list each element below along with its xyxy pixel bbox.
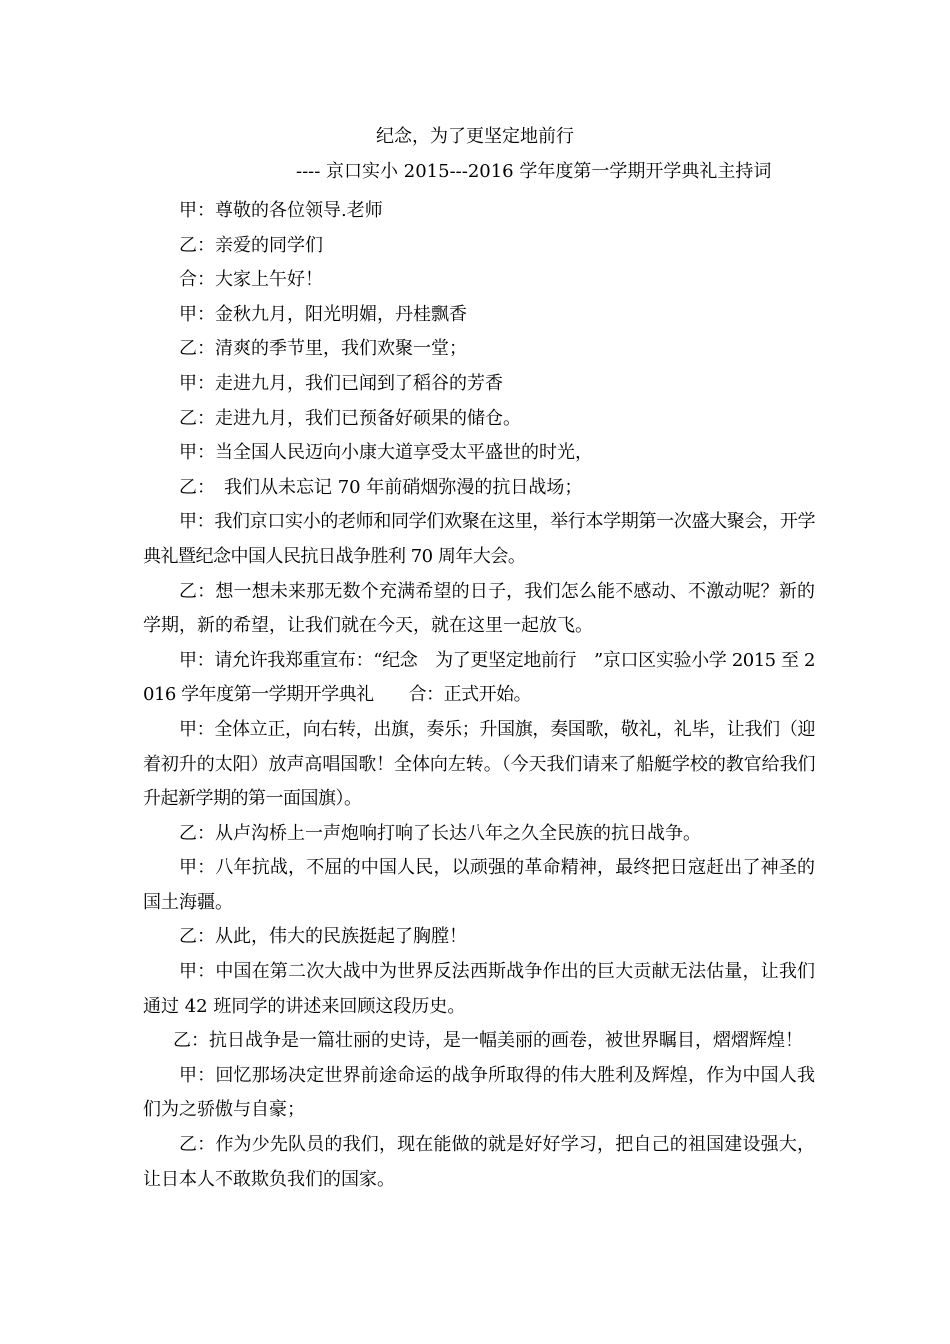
paragraph: 乙：抗日战争是一篇壮丽的史诗，是一幅美丽的画卷，被世界瞩目，熠熠辉煌！ <box>173 1030 803 1052</box>
document-body <box>143 194 815 1197</box>
paragraph: 甲：我们京口实小的老师和同学们欢聚在这里，举行本学期第一次盛大聚会，开学典礼暨纪念中国人民抗日战争胜利 70 周年大会。 <box>143 511 815 567</box>
paragraph: 甲：回忆那场决定世界前途命运的战争所取得的伟大胜利及辉煌，作为中国人我们为之骄傲与自豪； <box>143 1064 815 1121</box>
paragraph: 甲：金秋九月，阳光明媚，丹桂飘香 <box>179 303 467 325</box>
paragraph: 甲：当全国人民迈向小康大道享受太平盛世的时光， <box>179 442 593 464</box>
paragraph: 乙：作为少先队员的我们，现在能做的就是好好学习，把自己的祖国建设强大，让日本人不敢欺负我们的国家。 <box>143 1134 815 1190</box>
paragraph: 甲：走进九月，我们已闻到了稻谷的芳香 <box>179 372 503 394</box>
paragraph: 乙：清爽的季节里，我们欢聚一堂； <box>179 338 467 360</box>
paragraph: 甲：请允许我郑重宣布：“纪念 为了更坚定地前行 ”京口区实验小学 2015 至 2016 学年度第一学期开学典礼 合：正式开始。 <box>143 649 815 706</box>
document-subtitle: ---- 京口实小 2015---2016 学年度第一学期开学典礼主持词 <box>296 161 772 182</box>
paragraph: 甲：中国在第二次大战中为世界反法西斯战争作出的巨大贡献无法估量，让我们通过 42 班同学的讲述来回顾这段历史。 <box>143 961 815 1017</box>
paragraph: 乙：想一想未来那无数个充满希望的日子，我们怎么能不感动、不激动呢？新的学期，新的希望，让我们就在今天，就在这里一起放飞。 <box>143 580 815 637</box>
document-title: 纪念，为了更坚定地前行 <box>376 126 574 147</box>
paragraph: 甲：八年抗战，不屈的中国人民，以顽强的革命精神，最终把日寇赶出了神圣的国土海疆。 <box>143 857 815 913</box>
paragraph: 乙： 我们从未忘记 70 年前硝烟弥漫的抗日战场； <box>179 476 583 498</box>
paragraph: 乙：走进九月，我们已预备好硕果的储仓。 <box>179 407 521 429</box>
paragraph: 乙：亲爱的同学们 <box>179 234 323 256</box>
paragraph: 乙：从此，伟大的民族挺起了胸膛！ <box>179 926 467 948</box>
paragraph: 乙：从卢沟桥上一声炮响打响了长达八年之久全民族的抗日战争。 <box>179 822 701 844</box>
paragraph: 甲：尊敬的各位领导.老师 <box>179 200 383 221</box>
paragraph: 合：大家上午好！ <box>179 269 323 291</box>
paragraph: 甲：全体立正，向右转，出旗，奏乐；升国旗，奏国歌，敬礼，礼毕，让我们（迎着初升的太阳）放声高唱国歌！全体向左转。（今天我们请来了船艇学校的教官给我们升起新学期的第一面国旗）。 <box>143 718 815 810</box>
